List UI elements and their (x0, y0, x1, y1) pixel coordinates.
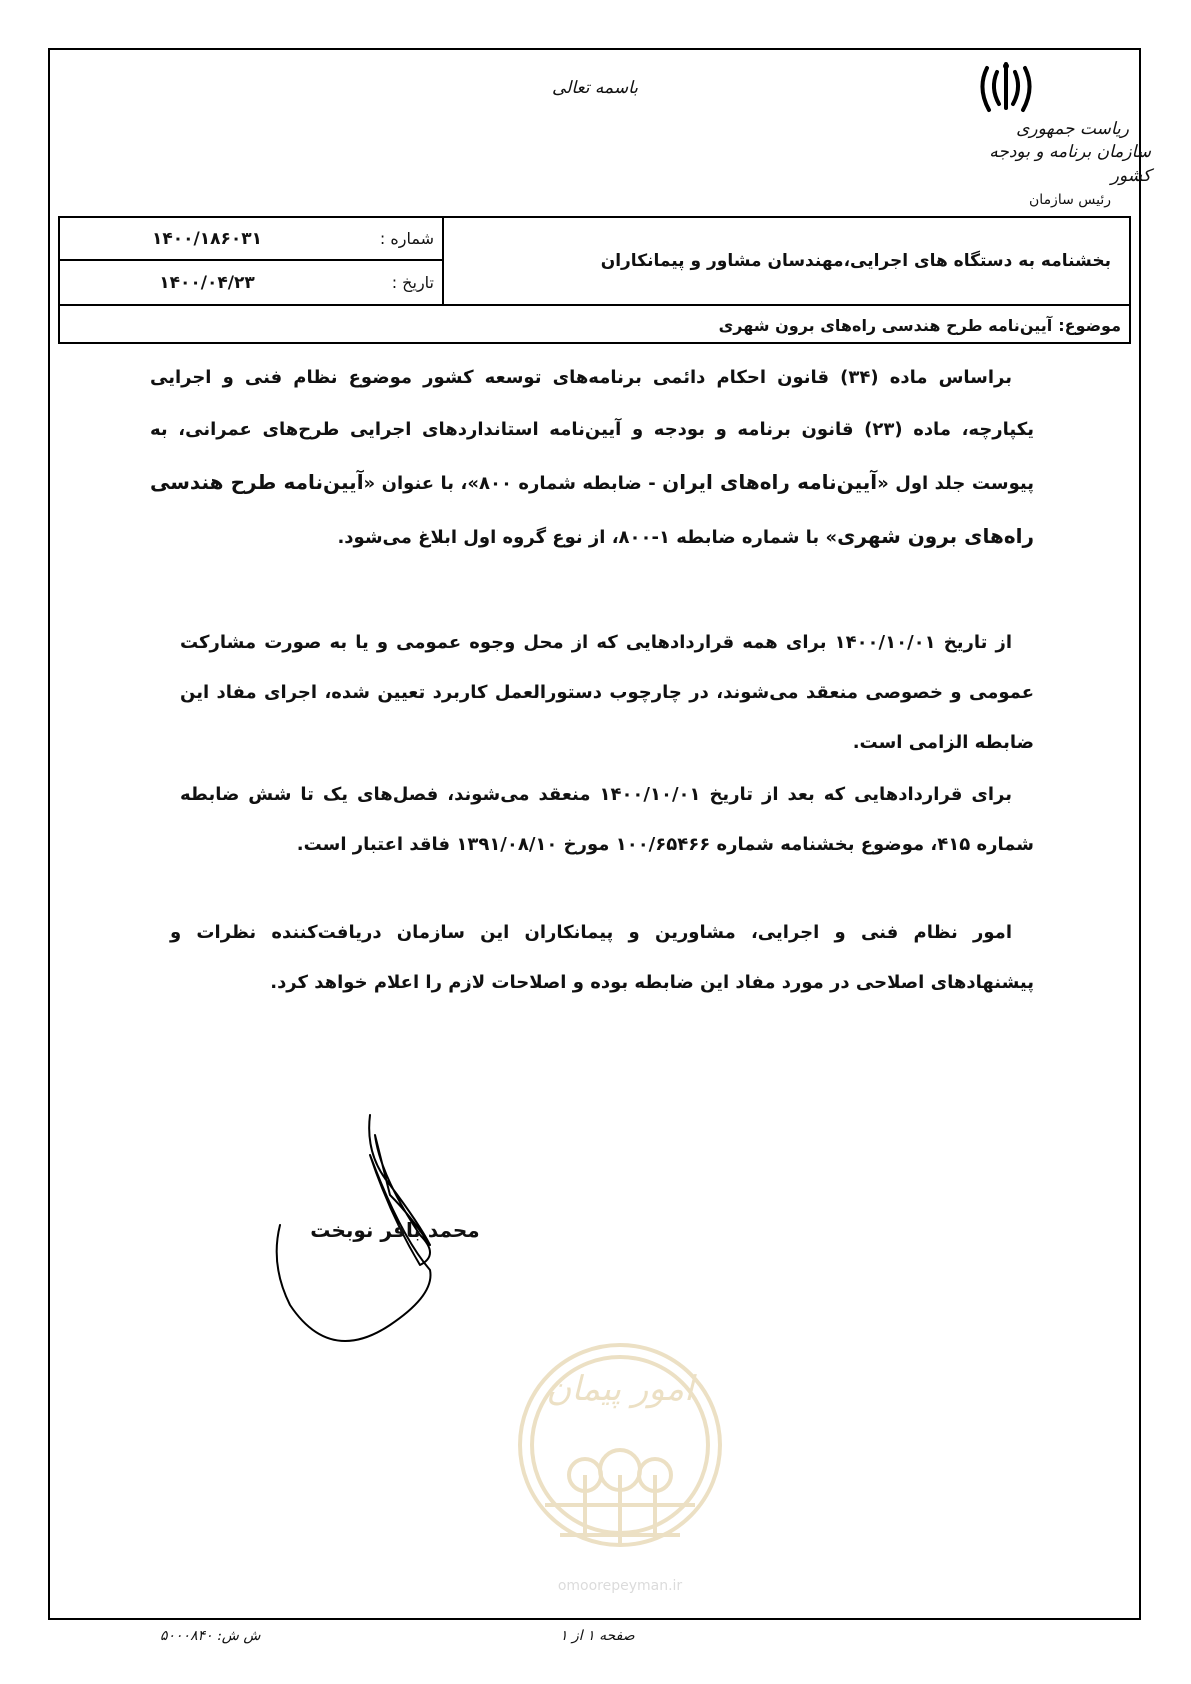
bismillah: باسمه تعالی (552, 78, 638, 98)
stamp-text: امور پیمان (546, 1369, 694, 1409)
footer-form-code: ش ش: ۵۰۰۰۸۴۰ (160, 1628, 261, 1644)
date-row (60, 261, 442, 304)
subject-row (60, 304, 1129, 344)
paragraph-2 (180, 618, 1034, 768)
recipient: بخشنامه به دستگاه های اجرایی،مهندسان مشاور و پیمانکاران (442, 218, 1129, 304)
p1-text-c: - ضابطه شماره ۸۰۰»، با عنوان « (363, 473, 663, 494)
date-value: ۱۴۰۰/۰۴/۲۳ (159, 272, 255, 293)
paragraph-3 (180, 770, 1034, 870)
iran-emblem-icon (975, 60, 1037, 120)
p1-standard-title: آیین‌نامه راه‌های ایران (662, 470, 878, 494)
subject-label: موضوع: (1058, 315, 1121, 335)
org-head-title: رئیس سازمان (1029, 192, 1111, 208)
header-table (58, 216, 1131, 344)
number-label: شماره : (379, 229, 434, 248)
p2-text: از تاریخ ۱۴۰۰/۱۰/۰۱ برای همه قراردادهایی که از محل وجوه عمومی و یا به صورت مشارکت عمومی و خصوصی منعقد می‌شوند، در چارچوب دستورالعمل کاربرد تعیین شده، اجرای مفاد این ضابطه الزامی است. (180, 632, 1034, 753)
stamp-watermark (505, 1305, 735, 1605)
p4-text: امور نظام فنی و اجرایی، مشاورین و پیمانکاران این سازمان دریافت‌کننده نظرات و پیشنهادهای اصلاحی در مورد مفاد این ضابطه بوده و اصلاحات لازم را اعلام خواهد کرد. (170, 922, 1034, 993)
p3-text: برای قراردادهایی که بعد از تاریخ ۱۴۰۰/۱۰/۰۱ منعقد می‌شوند، فصل‌های یک تا شش ضابطه شماره ۴۱۵، موضوع بخشنامه شماره ۱۰۰/۶۵۴۶۶ مورخ ۱۳۹۱/۰۸/۱۰ فاقد اعتبار است. (180, 784, 1034, 855)
date-label: تاریخ : (391, 273, 434, 292)
subject-value: آیین‌نامه طرح هندسی راه‌های برون شهری (718, 315, 1053, 335)
number-row (60, 218, 442, 261)
number-value: ۱۴۰۰/۱۸۶۰۳۱ (152, 228, 262, 249)
stamp-website: omoorepeyman.ir (557, 1578, 683, 1594)
footer-page-info: صفحه ۱ از ۱ (560, 1628, 635, 1644)
paragraph-4 (170, 908, 1034, 1008)
org-presidency: ریاست جمهوری (1016, 119, 1129, 139)
p1-regulation-title: آیین‌نامه طرح هندسی راه‌های برون شهری (150, 470, 1034, 548)
p1-text-e: » با شماره ضابطه ۱-۸۰۰، از نوع گروه اول ابلاغ می‌شود. (337, 527, 838, 548)
paragraph-1 (150, 352, 1034, 564)
org-name: سازمان برنامه و بودجه کشور (989, 142, 1151, 186)
signer-name: محمد باقر نوبخت (310, 1218, 480, 1242)
organization-block (951, 118, 1151, 212)
p1-text-a: براساس ماده (۳۴) قانون احکام دائمی برنامه‌های توسعه کشور موضوع نظام فنی و اجرایی یکپارچه، ماده (۲۳) قانون برنامه و بودجه و آیین‌نامه استانداردهای اجرایی طرح‌های عمرانی، به پیوست جلد اول « (150, 367, 1035, 494)
